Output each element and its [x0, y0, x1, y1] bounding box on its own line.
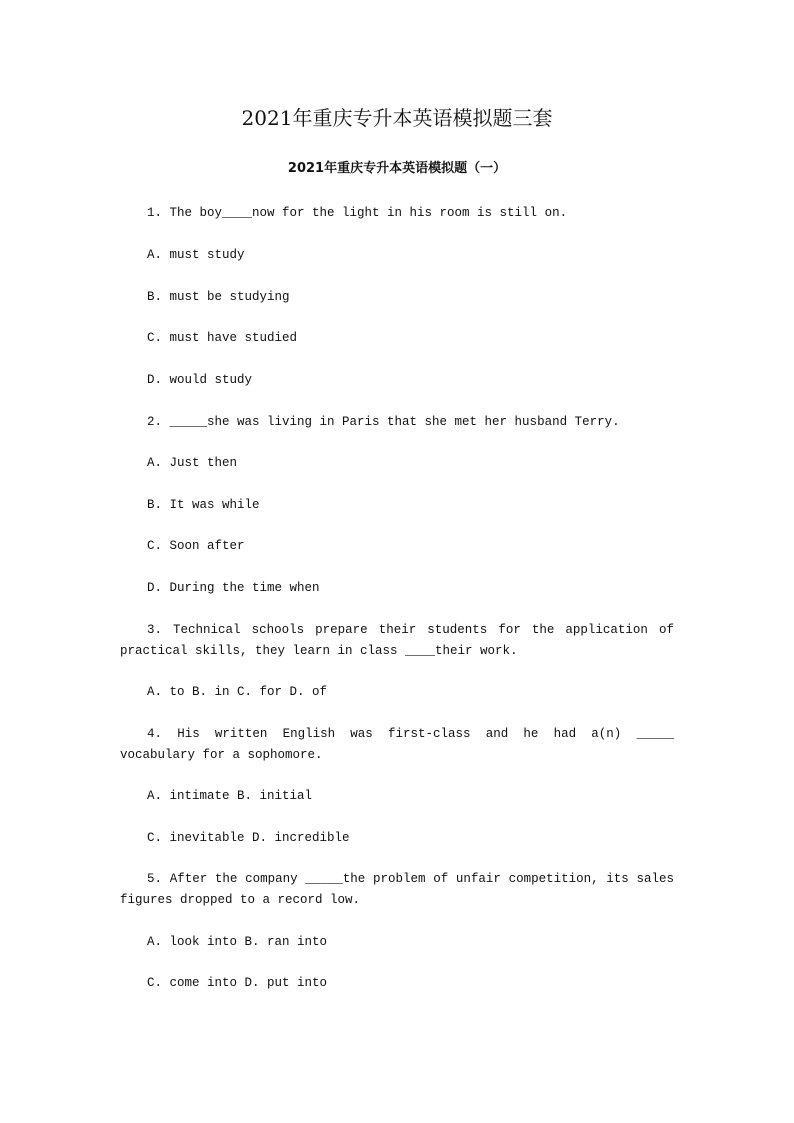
question-1-option-d: D. would study [147, 373, 253, 387]
question-1-stem: 1. The boy____now for the light in his room is still on. [147, 206, 568, 220]
question-4-options-cd: C. inevitable D. incredible [147, 831, 350, 845]
question-2-option-d: D. During the time when [147, 581, 320, 595]
question-2-option-b: B. It was while [147, 498, 260, 512]
question-5-stem: 5. After the company _____the problem of unfair competition, its sales figures dropped to a record low. [120, 872, 674, 907]
question-1-option-a: A. must study [147, 248, 245, 262]
question-4-stem: 4. His written English was first-class and he had a(n) _____ vocabulary for a sophomore. [120, 727, 674, 762]
section-title: 2021年重庆专升本英语模拟题（一） [287, 161, 507, 176]
question-3-stem: 3. Technical schools prepare their students for the application of practical skills, they learn in class ____their work. [120, 623, 674, 658]
question-1-option-c: C. must have studied [147, 331, 298, 345]
question-5-options-cd: C. come into D. put into [147, 976, 328, 990]
page-title: 2021年重庆专升本英语模拟题三套 [241, 106, 553, 130]
question-4-options-ab: A. intimate B. initial [147, 789, 313, 803]
question-5-options-ab: A. look into B. ran into [147, 935, 328, 949]
question-2-stem: 2. _____she was living in Paris that she met her husband Terry. [147, 415, 620, 429]
question-2-option-a: A. Just then [147, 456, 238, 470]
question-1-option-b: B. must be studying [147, 290, 290, 304]
question-3-options: A. to B. in C. for D. of [147, 685, 328, 699]
question-2-option-c: C. Soon after [147, 539, 245, 553]
